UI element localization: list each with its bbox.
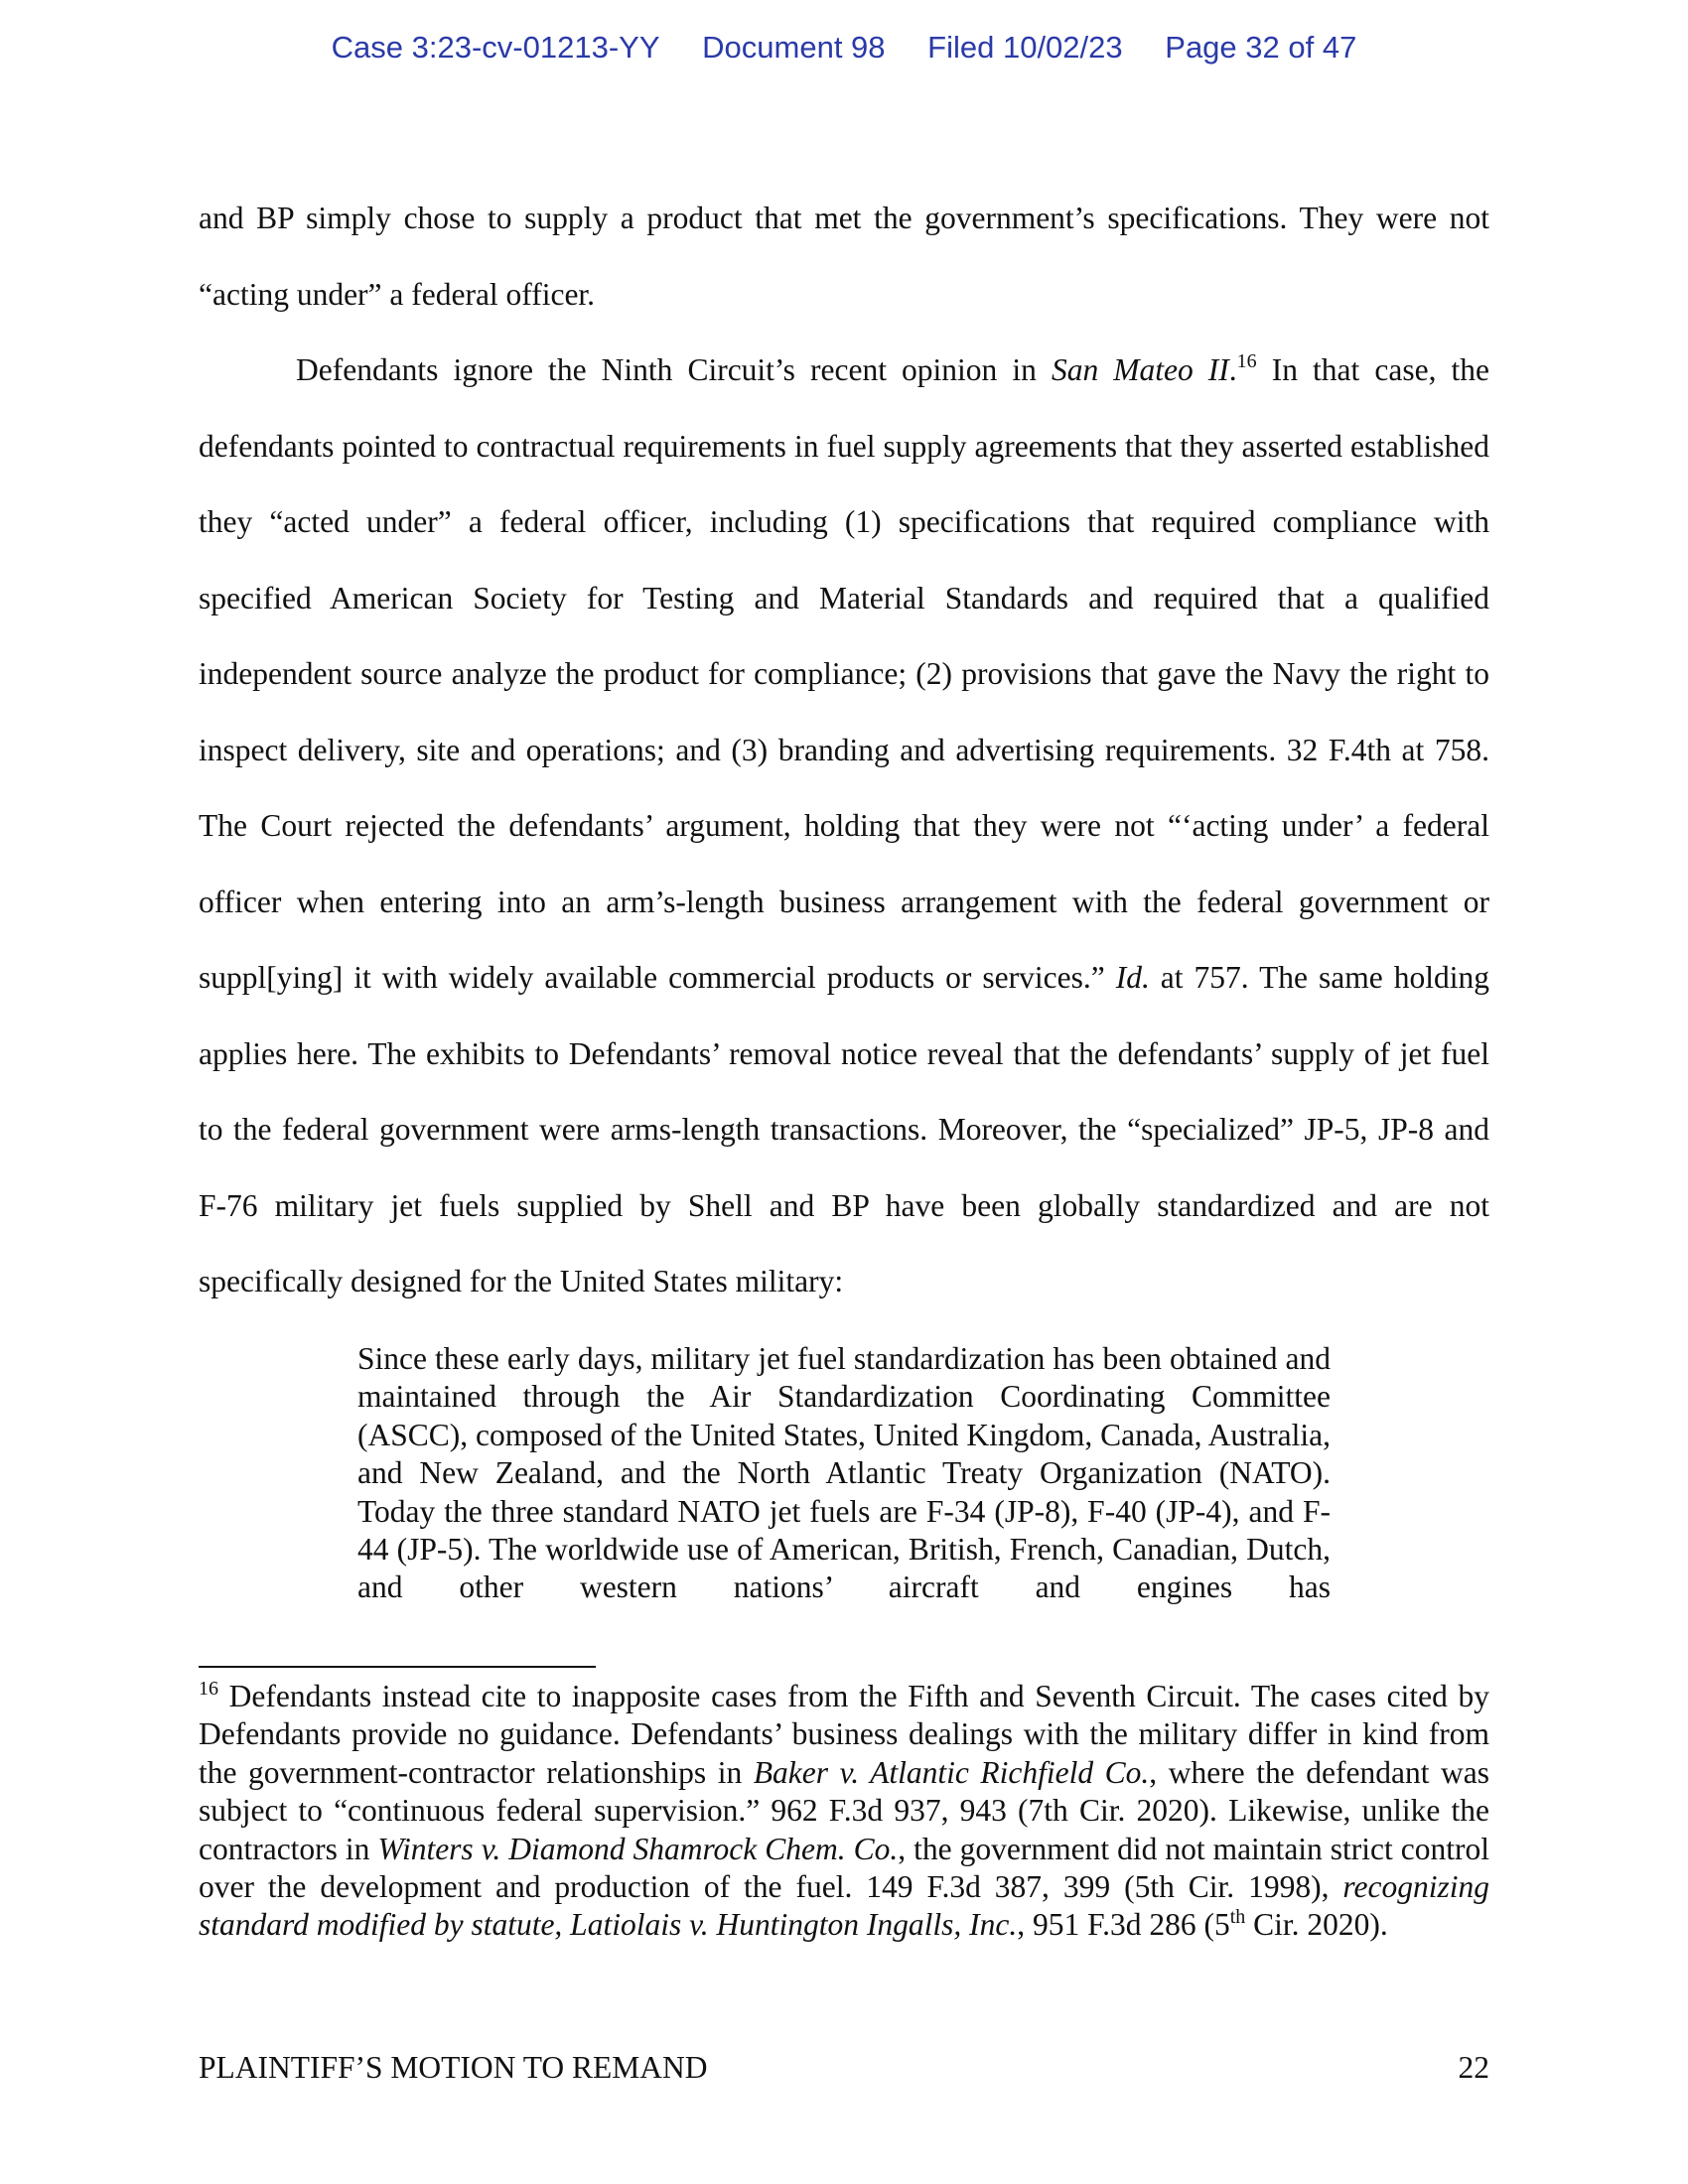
document-number: Document 98 [702,30,886,65]
fn-text-4: , 951 F.3d 286 (5 [1017,1907,1230,1943]
footnote-16 [199,1678,1489,1945]
fn-text-5: Cir. 2020). [1245,1907,1388,1943]
p2-part-a: In that case, the defendants pointed to contractual requirements in fuel supply agreements that they asserted established they “acted under” a federal officer, including (1) specifications that required compliance with specified American Society for Testing and Material Standards and required that a qualified independent source analyze the product for compliance; (2) provisions that gave the Navy the right to inspect delivery, site and operations; and (3) branding and advertising requirements. 32 F.4th at 758. The Court rejected the defendants’ argument, holding that they were not “‘acting under’ a federal officer when entering into an arm’s-length business arrangement with the federal government or suppl[ying] it with widely available commercial products or services.” [199,352,1490,995]
fn-text-3: , the government did not maintain strict control over the development and production of the fuel. 149 F.3d 387, 399 (5th Cir. 1998), [199,1831,1490,1905]
case-name-baker: Baker v. Atlantic Richfield Co. [753,1754,1150,1790]
fn-text-1: Defendants instead cite to inapposite cases from the Fifth and Seventh Circuit. The cases cited by Defendants provide no guidance. Defendants’ business dealings with the military differ in kind from the government-contractor relationships in [199,1679,1489,1790]
case-number: Case 3:23-cv-01213-YY [331,30,660,65]
case-name-san-mateo: San Mateo II [1051,352,1229,387]
footnote-number: 16 [199,1678,218,1700]
footer-title: PLAINTIFF’S MOTION TO REMAND [199,2050,708,2085]
subsequent-history: recognizing standard modified by statute, Latiolais v. Huntington Ingalls, Inc. [199,1869,1489,1943]
paragraph-1: and BP simply chose to supply a product that met the government’s specifications. They were not “acting under” a federal officer. [199,201,1489,312]
case-name-winters: Winters v. Diamond Shamrock Chem. Co. [377,1831,899,1866]
filed-date: Filed 10/02/23 [927,30,1123,65]
p2-part-b: at 757. The same holding applies here. The exhibits to Defendants’ removal notice reveal that the defendants’ supply of jet fuel to the federal government were arms-length transactions. Moreover, the “specialized” JP-5, JP-8 and F-76 military jet fuels supplied by Shell and BP have been globally standardized and are not specifically designed for the United States military: [199,960,1489,1298]
footer-page-number: 22 [1458,2050,1489,2085]
footnote-ref-16[interactable]: 16 [1236,350,1257,372]
fn-text-2: , where the defendant was subject to “continuous federal supervision.” 962 F.3d 937, 943 (7th Cir. 2020). Likewise, unlike the contractors in [199,1754,1489,1866]
p2-period: . [1228,352,1237,387]
paragraph-2 [199,333,1489,1320]
page-indicator: Page 32 of 47 [1165,30,1357,65]
id-citation: Id. [1115,960,1150,995]
case-header [0,30,1688,66]
block-quote: Since these early days, military jet fuel standardization has been obtained and maintained through the Air Standardization Coordinating Committee (ASCC), composed of the United States, United Kingdom, Canada, Australia, and New Zealand, and the North Atlantic Treaty Organization (NATO). Today the three standard NATO jet fuels are F-34 (JP-8), F-40 (JP-4), and F-44 (JP-5). The worldwide use of American, British, French, Canadian, Dutch, and other western nations’ aircraft and engines has [357,1341,1331,1605]
footnote-divider [199,1666,596,1668]
ordinal-suffix: th [1229,1906,1246,1929]
p2-before: Defendants ignore the Ninth Circuit’s recent opinion in [296,352,1052,387]
